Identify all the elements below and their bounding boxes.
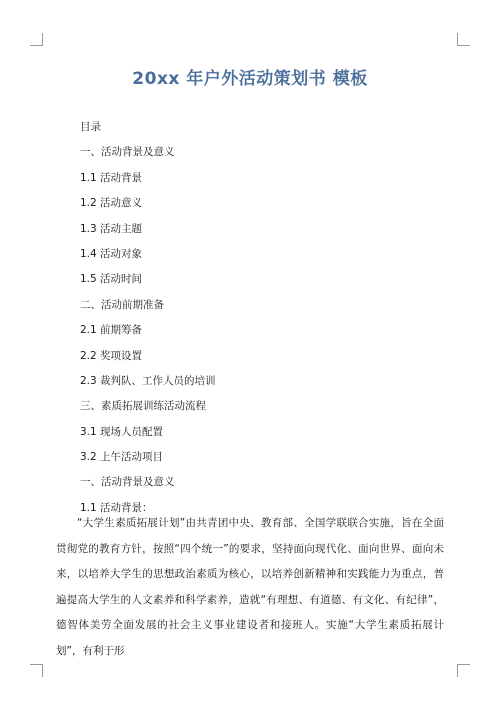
crop-mark-top-left bbox=[30, 33, 43, 46]
toc-item: 二、活动前期准备 bbox=[80, 298, 164, 311]
toc-heading: 目录 bbox=[80, 121, 101, 133]
toc-item: 一、活动背景及意义 bbox=[80, 146, 175, 159]
toc-item: 1.3 活动主题 bbox=[80, 222, 143, 235]
crop-mark-bottom-right bbox=[457, 664, 470, 677]
toc-item: 2.3 裁判队、工作人员的培训 bbox=[80, 374, 216, 387]
section-heading: 一、活动背景及意义 bbox=[80, 476, 175, 489]
crop-mark-top-right bbox=[457, 33, 470, 46]
toc-item: 1.1 活动背景 bbox=[80, 171, 143, 184]
crop-mark-bottom-left bbox=[30, 664, 43, 677]
document-title: 20xx 年户外活动策划书 模板 bbox=[132, 69, 368, 89]
toc-item: 1.5 活动时间 bbox=[80, 273, 143, 286]
toc-item: 3.2 上午活动项目 bbox=[80, 451, 164, 464]
toc-item: 1.2 活动意义 bbox=[80, 197, 143, 210]
subsection-heading: 1.1 活动背景： bbox=[80, 501, 153, 514]
toc-item: 三、素质拓展训练活动流程 bbox=[80, 400, 206, 413]
toc-item: 2.2 奖项设置 bbox=[80, 349, 143, 362]
body-paragraph: “大学生素质拓展计划”由共青团中央、教育部、全国学联联合实施，旨在全面贯彻党的教育方针，按照“四个统一”的要求，坚持面向现代化、面向世界、面向未来，以培养大学生的思想政治素质为核心，以培养创新精神和实践能力为重点，普遍提高大学生的人文素养和科学素养，造就“有理想、有道德、有文化、有纪律”，德智体美劳全面发展的社会主义事业建设者和接班人。实施“大学生素质拓展计划”，有利于形 bbox=[56, 517, 444, 657]
table-of-contents bbox=[80, 115, 216, 521]
toc-item: 2.1 前期筹备 bbox=[80, 324, 143, 337]
toc-item: 3.1 现场人员配置 bbox=[80, 425, 164, 438]
toc-item: 1.4 活动对象 bbox=[80, 247, 143, 260]
